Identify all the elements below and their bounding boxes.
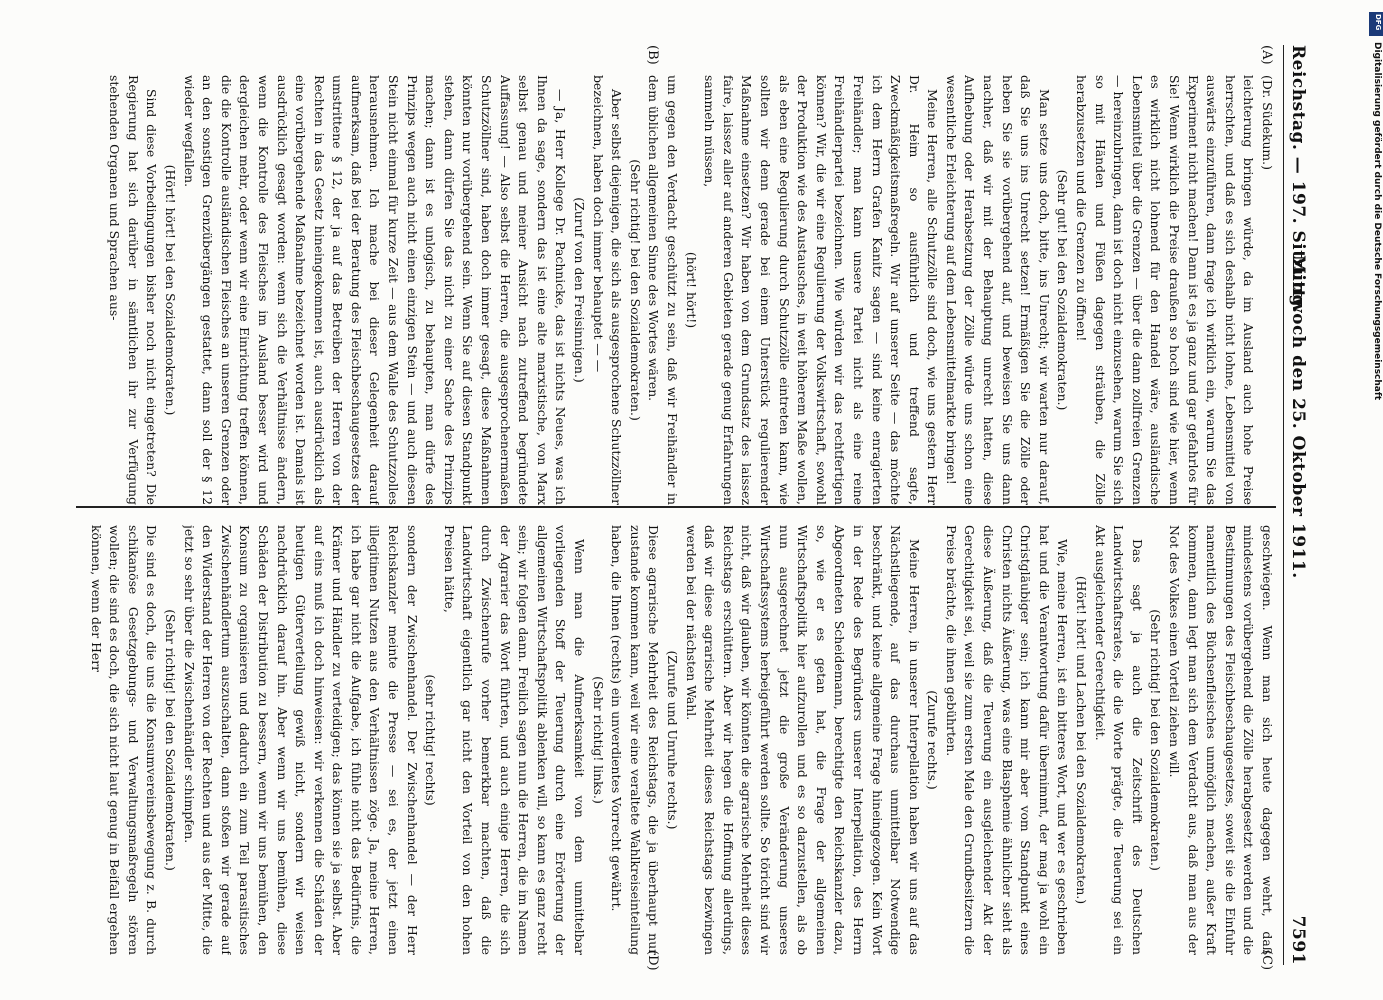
interjection: (Sehr gut! bei den Sozialdemokraten.)	[1055, 169, 1071, 411]
margin-mark-c: (C)	[1259, 950, 1274, 971]
paragraph: leichterung bringen würde, da im Ausland auch hohe Preise herrschten, und daß es sich deshalb nicht lohne, Lebensmittel von auswärts einzuführen, dann frage ich wirklich ein, warum Sie das Experiment nicht machen! Dann ist es ja ganz und gar gefahrlos für Sie! Wenn wirklich die Preise draußen so hoch sind wie hier, wenn es wirklich nicht lohnend für den Handel wäre, ausländische Lebensmittel über die Grenzen — über die dann zollfreien Grenzen — hereinzubringen, dann ist doch nicht einzusehen, warum Sie sich so mit Händen und Füßen dagegen sträuben, die Zölle herabzusetzen und die Grenzen zu öffnen!	[1074, 75, 1257, 505]
rotated-page-content	[60, 45, 1310, 971]
paragraph: um gegen den Verdacht geschützt zu sein, daß wir Freihändler in dem üblichen allgemeinen Sinne des Wortes wären.	[646, 75, 680, 505]
interjection: (Hört! hört! und Lachen bei den Sozialdemokraten.)	[1074, 575, 1090, 905]
paragraph: Man setze uns doch, bitte, ins Unrecht; wir warten nur darauf, daß Sie uns ins Unrecht setzen! Ermäßigen Sie die Zölle oder heben Sie sie vorübergehend auf, und beweisen Sie uns dann nachher, daß wir mit der Behauptung unrecht hatten, diese Aufhebung oder Herabsetzung der Zölle würde uns schon eine wesentliche Erleichterung auf dem Lebensmittelmarkte bringen!	[943, 75, 1052, 505]
paragraph: Sind diese Vorbedingungen bisher noch nicht eingetreten? Die Regierung hat sich darüber in sämtlichen ihr zur Verfügung stehenden Organen und Sprachen aus-	[107, 75, 160, 505]
margin-mark-a: (A)	[1259, 45, 1274, 65]
speaker-note: (Dr. Südekum.)	[1260, 75, 1275, 170]
left-column	[76, 75, 1276, 505]
right-column	[76, 525, 1276, 955]
interjection: (hört! hört!)	[683, 251, 699, 329]
interjection: (Zuruf von den Freisinnigen.)	[572, 197, 588, 383]
interjection: (Sehr richtig! bei den Sozialdemokraten.)	[627, 159, 643, 421]
paragraph: Meine Herren, in unserer Interpellation haben wir uns auf das Nächstliegende, auf das durchaus unmittelbar Notwendige beschränkt, und keine allgemeine Frage hineingezogen. Kein Wort in der Rede des Begründers unserer Interpellation, des Herrn Abgeordneten Scheidemann, berechtigte den Reichskanzler dazu, so, wie er es getan hat, die Frage der allgemeinen Wirtschaftspolitik hier aufzurollen und es so darzustellen, als ob nun ausgerechnet jetzt die große Veränderung unseres Wirtschaftssystems herbeigeführt werden sollte. So töricht sind wir nicht, daß wir glauben, wir könnten die agrarische Mehrheit dieses Reichstags erschüttern. Aber wir hegen die Hoffnung allerdings, daß wir diese agrarische Mehrheit dieses Reichstags bezwingen werden bei der nächsten Wahl.	[683, 525, 922, 955]
paragraph: geschwiegen. Wenn man sich heute dagegen wehrt, daß mindestens vorübergehend die Zölle herabgesetzt werden und die Bestimmungen des Fleischbeschaugesetzes, soweit sie die Einfuhr namentlich des Büchsenfleisches unmöglich machen, außer Kraft kommen, dann legt man sich dem Verdacht aus, daß man aus der Not des Volkes einen Vorteil ziehen will.	[1167, 525, 1275, 955]
paragraph: — Ja, Herr Kollege Dr. Pachnicke, das ist nichts Neues, was ich Ihnen da sage, sondern das ist eine alte marxistische, von Marx selbst genau und meiner Ansicht nach zutreffend begründete Auffassung! — Also selbst die Herren, die ausgesprochenermaßen Schutzzöllner sind, haben doch immer gesagt, diese Maßnahmen könnten nur vorübergehend sein. Wenn Sie auf diesen Standpunkt stehen, dann dürfen Sie das nicht zu einer Sache des Prinzips machen; dann ist es unlogisch, zu behaupten, man dürfe des Prinzips wegen auch nicht einen einzigen Stein — und auch diesen Stein nicht einmal für kurze Zeit — aus dem Walle des Schutzzolles herausnehmen. Ich mache bei dieser Gelegenheit darauf aufmerksam, daß bei der Beratung des Fleischbeschaugesetzes der umstrittene § 12, der ja auf das Betreiben der Herren von der Rechten in das Gesetz hineingekommen ist, auch ausdrücklich als eine vorübergehende Maßnahme bezeichnet worden ist. Damals ist ausdrücklich gesagt worden: wenn sich die Verhältnisse ändern, wenn die Kontrolle des Fleisches im Ausland besser wird und dergleichen mehr, oder wenn wir eine Einrichtung treffen können, die die Kontrolle ausländischen Fleisches an unseren Grenzen oder an den sonstigen Grenzübergängen gestattet, dann soll der § 12 wieder wegfallen.	[181, 75, 569, 505]
header-left: Reichstag. — 197. Sitzung.	[1288, 45, 1308, 314]
page-header	[1283, 45, 1310, 965]
dfg-logo: DFG	[1369, 12, 1383, 36]
paragraph: Wenn man die Aufmerksamkeit von dem unmittelbar vorliegenden Stoff der Teuerung durch eine Erörterung der allgemeinen Wirtschaftspolitik ablenken will, so kann es ganz recht sein; wir folgen dann. Freilich sagen nun die Herren, die im Namen der Agrarier das Wort führten, und auch einige Herren, die sich durch Zwischenrufe vorher bemerkbar machten, daß die Landwirtschaft eigentlich gar nicht den Vorteil von den hohen Preisen hätte,	[441, 525, 588, 955]
page-number: 7591	[1288, 915, 1308, 965]
paragraph: Das sagt ja auch die Zeitschrift des Deutschen Landwirtschaftsrates, die die Worte prägte, die Teuerung sei ein Akt ausgleichender Gerechtigkeit.	[1092, 525, 1145, 955]
interjection: (Zurufe rechts.)	[925, 690, 941, 790]
paragraph: Aber selbst diejenigen, die sich als ausgesprochene Schutzzöllner bezeichnen, haben doch immer behauptet — —	[590, 75, 625, 505]
header-center: Mittwoch den 25. Oktober 1911.	[1288, 255, 1308, 579]
paragraph: Meine Herren, alle Schutzzölle sind doch, wie uns gestern Herr Dr. Heim so ausführlich und treffend sagte, Zweckmäßigkeitsmaßregeln. Wir auf unserer Seite — das möchte ich dem Herrn Grafen Kanitz sagen — sind keine enragierten Freihändler; man kann unsere Partei nicht als eine reine Freihändlerpartei bezeichnen. Wie würden wir das rechtfertigen können? Wir, die wir eine Regulierung der Volkswirtschaft, sowohl der Produktion wie des Austausches, in weit höherem Maße wollen, als eben eine Regulierung durch Schutzzölle eintreten kann, wie sollten wir denn gerade bei einem Unterstück regulierender Maßnahme einsetzen? Wir haben von dem Grundsatz des laissez faire, laissez aller auf anderen Gebieten gerade genug Erfahrungen sammeln müssen,	[702, 75, 941, 505]
interjection: (Zurufe und Unruhe rechts.)	[665, 650, 680, 830]
interjection: (Sehr richtig! bei den Sozialdemokraten.)	[162, 609, 178, 871]
margin-mark-d: (D)	[645, 950, 660, 971]
digitization-credit: Digitalisierung gefördert durch die Deutsche Forschungsgemeinschaft	[1372, 42, 1382, 401]
interjection: (sehr richtig! rechts)	[423, 674, 439, 806]
interjection: (Sehr richtig! bei den Sozialdemokraten.)	[1148, 609, 1164, 871]
paragraph: Wie, meine Herren, ist ein bitteres Wort, und wer es geschrieben hat und die Verantwortung dafür übernimmt, der mag ja wohl ein Christgläubiger sein; ich kann mir aber vom Standpunkt eines Christen nichts Äußerung, was eine Blasphemie ähnlicher sieht als diese Äußerung, daß die Teuerung ein ausgleichender Akt der Gerechtigkeit sei, weil sie zum ersten Male den Grundbesitzern die Preise brächte, die ihnen gebührten.	[943, 525, 1071, 955]
interjection: (Hört! hört! bei den Sozialdemokraten.)	[162, 164, 178, 416]
margin-mark-b: (B)	[645, 45, 660, 65]
paragraph: Die sind es doch, die uns die Konsumvereinsbewegung z. B. durch schikanöse Gesetzgebungs- und Verwaltungsmaßregeln stören wollen; die sind es doch, die sich nicht laut genug in Beifall ergehen können, wenn der Herr	[88, 525, 160, 955]
interjection: (Sehr richtig! links.)	[590, 676, 606, 804]
paragraph: Diese agrarische Mehrheit des Reichstags, die ja überhaupt nur zustande kommen kann, weil wir eine veraltete Wahlkreiseinteilung haben, die Ihnen (rechts) ein unverdientes Vorrecht gewährt.	[609, 525, 662, 955]
column-divider	[76, 506, 1276, 508]
paragraph: sondern der Zwischenhandel. Der Zwischenhandel — der Herr Reichskanzler meinte die Presse — sei es, der jetzt einen illegitimen Nutzen aus den Verhältnissen zöge. Ja, meine Herren, ich habe gar nicht die Aufgabe, ich fühle nicht das Bedürfnis, die Krämer und Händler zu verteidigen; das können sie ja selbst. Aber auf eins muß ich doch hinweisen: wir verkennen die Schäden der heutigen Güterverteilung gewiß nicht, sondern wir weisen nachdrücklich darauf hin. Aber wenn wir uns bemühen, diese Schäden der Distribution zu bessern, wenn wir uns bemühen, den Konsum zu organisieren und dadurch ein zum Teil parasitisches Zwischenhändlertum auszuschalten, dann stoßen wir gerade auf den Widerstand der Herren von der Rechten und aus der Mitte, die jetzt so sehr über die Zwischenhändler schimpfen.	[181, 525, 420, 955]
